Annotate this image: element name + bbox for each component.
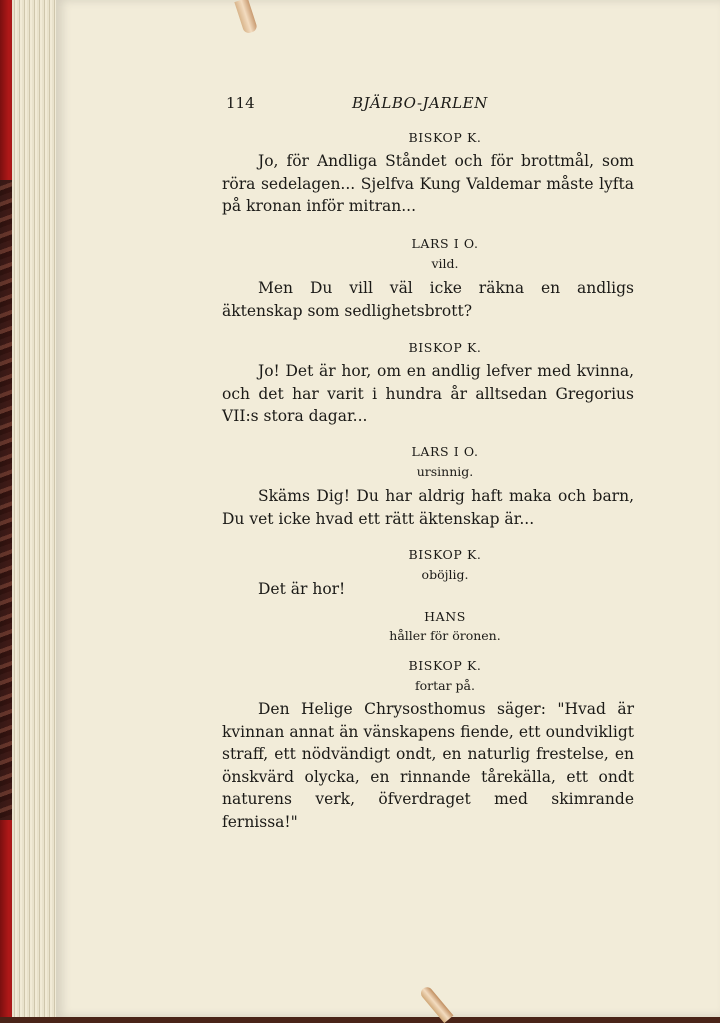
speaker-name: BISKOP K.: [408, 547, 482, 562]
speaker-name: HANS: [424, 609, 466, 624]
stage-direction: oböjlig.: [421, 567, 469, 582]
running-title: BJÄLBO-JARLEN: [352, 94, 488, 112]
dialogue-paragraph: Men Du vill väl icke räkna en andligs äktenskap som sedlighetsbrott?: [222, 279, 634, 320]
speaker-name: BISKOP K.: [408, 130, 482, 145]
dialogue-paragraph: Jo, för Andliga Ståndet och för brottmål, som röra sedelagen... Sjelfva Kung Valdemar måste lyfta på kronan inför mitran...: [222, 152, 634, 215]
dialogue-line: Det är hor!: [258, 580, 346, 598]
stage-direction: vild.: [431, 256, 459, 271]
speaker-name: LARS I O.: [411, 236, 479, 251]
speaker-name: BISKOP K.: [408, 340, 482, 355]
dialogue-paragraph: Jo! Det är hor, om en andlig lefver med kvinna, och det har varit i hundra år alltsedan Gregorius VII:s stora dagar...: [222, 362, 634, 425]
page-edges: [12, 0, 60, 1017]
dialogue-paragraph: Skäms Dig! Du har aldrig haft maka och barn, Du vet icke hvad ett rätt äktenskap är...: [222, 487, 634, 528]
speaker-name: LARS I O.: [411, 444, 479, 459]
page-number: 114: [226, 94, 255, 112]
stage-direction: fortar på.: [415, 678, 475, 693]
dialogue-paragraph: Den Helige Chrysosthomus säger: "Hvad är kvinnan annat än vänskapens fiende, ett oundvikligt straff, ett nödvändigt ondt, en naturlig frestelse, en önskvärd olycka, en rinnande tårekälla, ett ondt naturens verk, öfverdraget med skimrande fernissa!": [222, 700, 634, 831]
stage-direction: håller för öronen.: [389, 628, 501, 643]
stage-direction: ursinnig.: [416, 464, 474, 479]
speaker-name: BISKOP K.: [408, 658, 482, 673]
